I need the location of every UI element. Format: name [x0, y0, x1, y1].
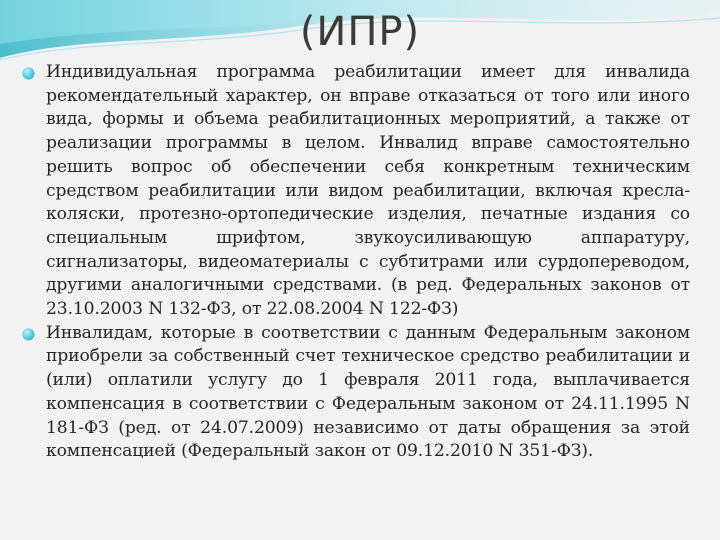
bullet-text-1: Индивидуальная программа реабилитации имеет для инвалида рекомендательный характер, он вправе отказаться от того или иного вида, формы и объема реабилитационных мероприятий, а также от реализации программы в целом. Инвалид вправе самостоятельно решить вопрос об обеспечении себя конкретным техническим средством реабилитации или видом реабилитации, включая кресла-коляски, протезно-ортопедические изделия, печатные издания со специальным шрифтом, звукоусиливающую аппаратуру, сигнализаторы, видеоматериалы с субтитрами или сурдопереводом, другими аналогичными средствами. (в ред. Федеральных законов от 23.10.2003 N 132-ФЗ, от 22.08.2004 N 122-ФЗ) — [46, 62, 690, 320]
bullet-item-1 — [22, 61, 690, 322]
slide-title: (ИПР) — [299, 9, 421, 55]
bullet-item-2 — [22, 322, 690, 464]
bullet-list — [22, 61, 690, 464]
bullet-dot-icon — [23, 329, 34, 340]
bullet-text-2: Инвалидам, которые в соответствии с данным Федеральным законом приобрели за собственный счет техническое средство реабилитации и (или) оплатили услугу до 1 февраля 2011 года, выплачивается компенсация в соответствии с Федеральным законом от 24.11.1995 N 181-ФЗ (ред. от 24.07.2009) независимо от даты обращения за этой компенсацией (Федеральный закон от 09.12.2010 N 351-ФЗ). — [46, 322, 690, 462]
bullet-dot-icon — [23, 68, 34, 79]
